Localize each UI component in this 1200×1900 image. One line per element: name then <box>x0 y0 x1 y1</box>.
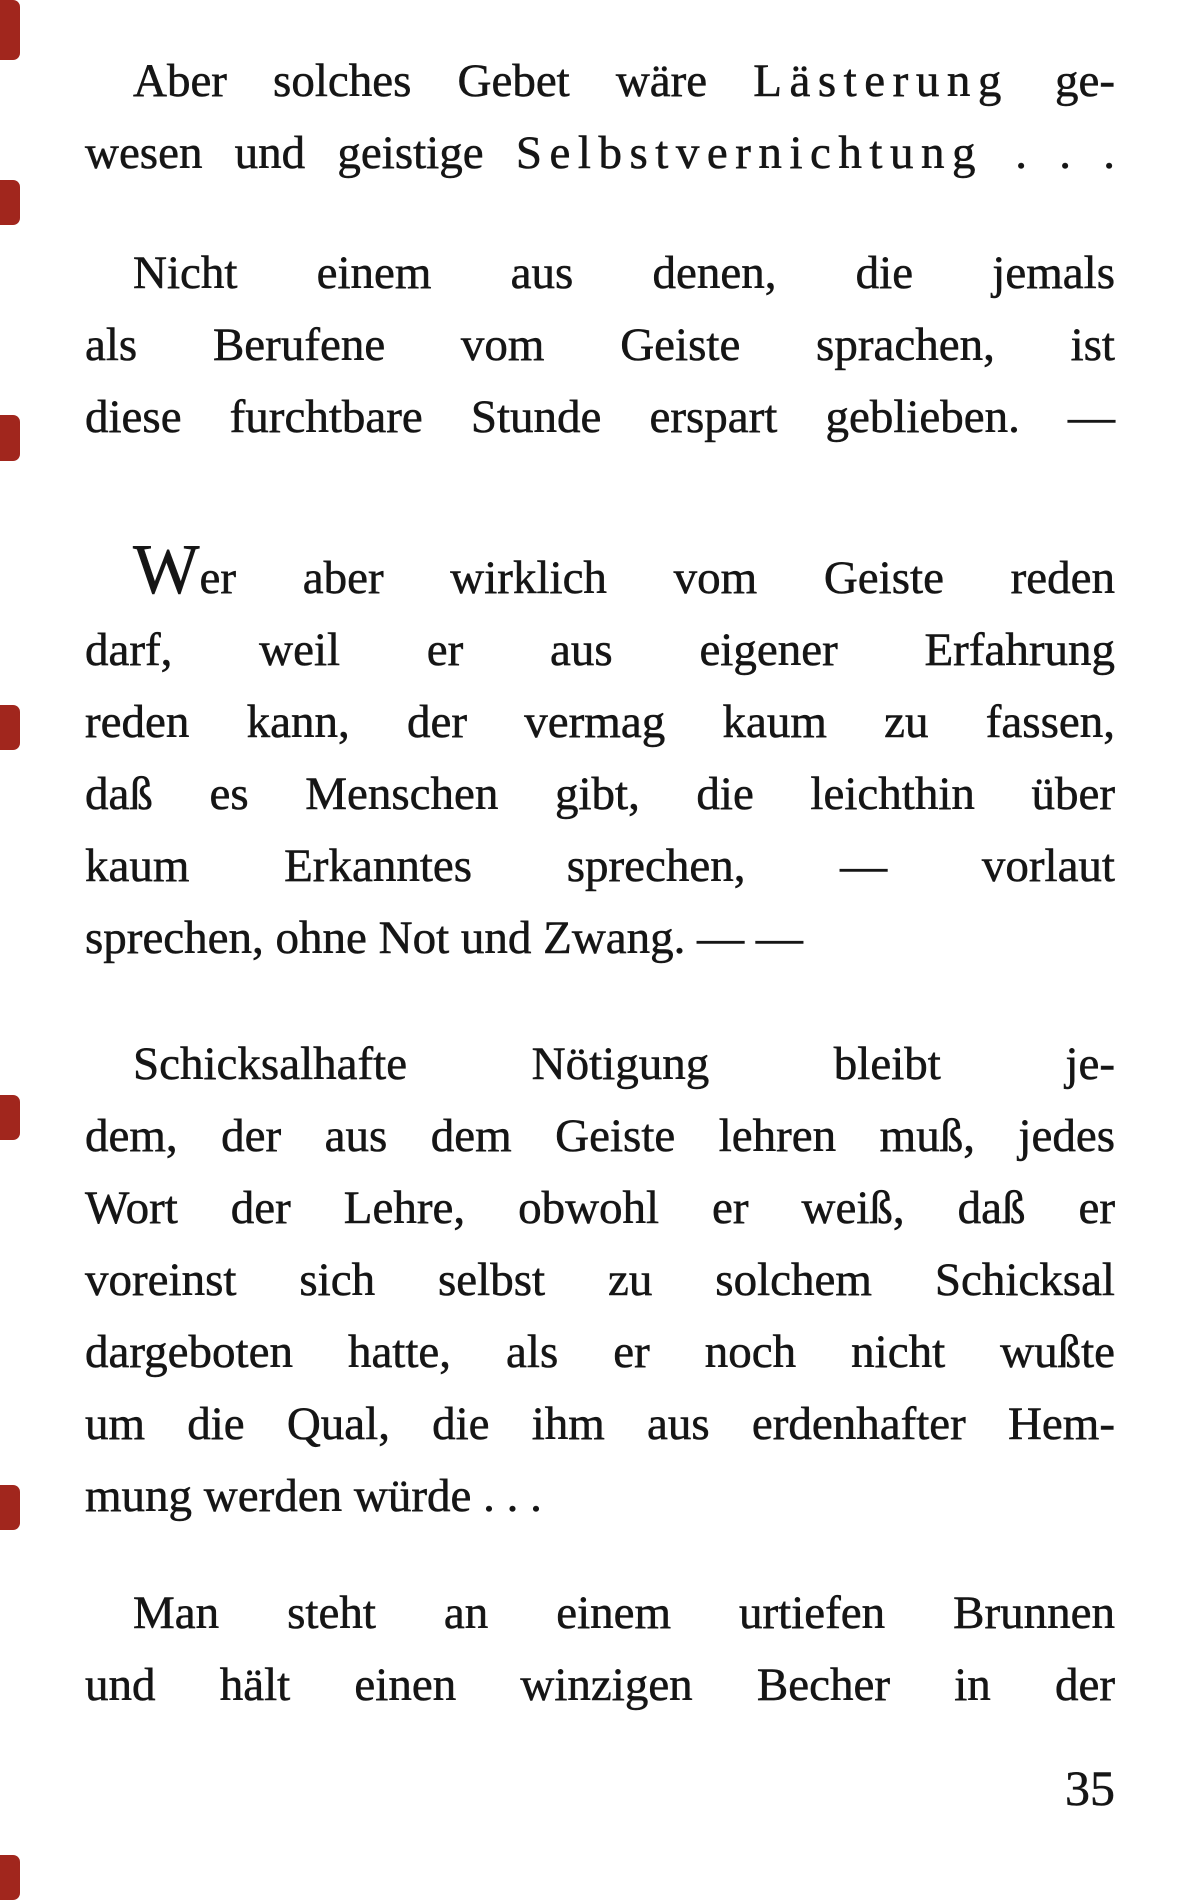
text-segment: diese furchtbare Stunde erspart geblieben. — <box>85 391 1115 443</box>
paragraph <box>85 531 1115 974</box>
page-number: 35 <box>1065 1760 1115 1816</box>
text-segment: Schicksalhafte Nötigung bleibt je- <box>133 1038 1115 1090</box>
text-line <box>85 1460 1115 1532</box>
text-line <box>85 1649 1115 1721</box>
text-segment: darf, weil er aus eigener Erfahrung <box>85 624 1115 676</box>
text-line <box>85 381 1115 453</box>
text-line <box>85 1172 1115 1244</box>
text-line <box>85 309 1115 381</box>
page-edge-mark <box>0 1855 20 1900</box>
text-line <box>85 686 1115 758</box>
text-segment: Selbstvernichtung <box>515 127 984 179</box>
text-segment: daß es Menschen gibt, die leichthin über <box>85 768 1115 820</box>
text-segment: W <box>133 531 200 609</box>
text-segment: Wort der Lehre, obwohl er weiß, daß er <box>85 1182 1115 1234</box>
text-segment: und hält einen winzigen Becher in der <box>85 1659 1115 1711</box>
text-segment: Aber solches Gebet wäre <box>133 55 754 107</box>
text-line <box>85 1388 1115 1460</box>
text-line <box>85 531 1115 614</box>
page-edge-mark <box>0 1095 20 1140</box>
text-segment: wesen und geistige <box>85 127 516 179</box>
text-segment: . . . <box>983 127 1116 179</box>
text-line <box>85 1028 1115 1100</box>
paragraph <box>85 45 1115 189</box>
page-edge-mark <box>0 180 20 225</box>
paragraph <box>85 1028 1115 1532</box>
text-line <box>85 758 1115 830</box>
text-line <box>85 1316 1115 1388</box>
text-segment: als Berufene vom Geiste sprachen, ist <box>85 319 1115 371</box>
text-block <box>85 0 1115 1721</box>
text-segment: voreinst sich selbst zu solchem Schicksal <box>85 1254 1115 1306</box>
page-edge-mark <box>0 0 20 60</box>
text-segment: dargeboten hatte, als er noch nicht wußte <box>85 1326 1115 1378</box>
page-edge-mark <box>0 415 20 461</box>
text-segment: Lästerung <box>753 55 1009 107</box>
text-segment: um die Qual, die ihm aus erdenhafter Hem- <box>85 1398 1115 1450</box>
text-line <box>85 117 1115 189</box>
text-segment: er aber wirklich vom Geiste reden <box>199 552 1115 604</box>
text-line <box>85 902 1115 974</box>
text-segment: mung werden würde . . . <box>85 1470 542 1522</box>
text-line <box>85 1577 1115 1649</box>
text-segment: dem, der aus dem Geiste lehren muß, jedes <box>85 1110 1115 1162</box>
text-line <box>85 1244 1115 1316</box>
paragraph <box>85 1577 1115 1721</box>
text-segment: kaum Erkanntes sprechen, — vorlaut <box>85 840 1115 892</box>
text-line <box>85 237 1115 309</box>
paragraph <box>85 237 1115 453</box>
text-segment: sprechen, ohne Not und Zwang. — — <box>85 912 803 964</box>
text-line <box>85 614 1115 686</box>
text-line <box>85 830 1115 902</box>
page-edge-mark <box>0 1485 20 1530</box>
text-segment: Nicht einem aus denen, die jemals <box>133 247 1115 299</box>
text-segment: ge- <box>1008 55 1116 107</box>
text-segment: Man steht an einem urtiefen Brunnen <box>133 1587 1115 1639</box>
text-segment: reden kann, der vermag kaum zu fassen, <box>85 696 1115 748</box>
text-line <box>85 45 1115 117</box>
text-line <box>85 1100 1115 1172</box>
page-edge-mark <box>0 705 20 750</box>
